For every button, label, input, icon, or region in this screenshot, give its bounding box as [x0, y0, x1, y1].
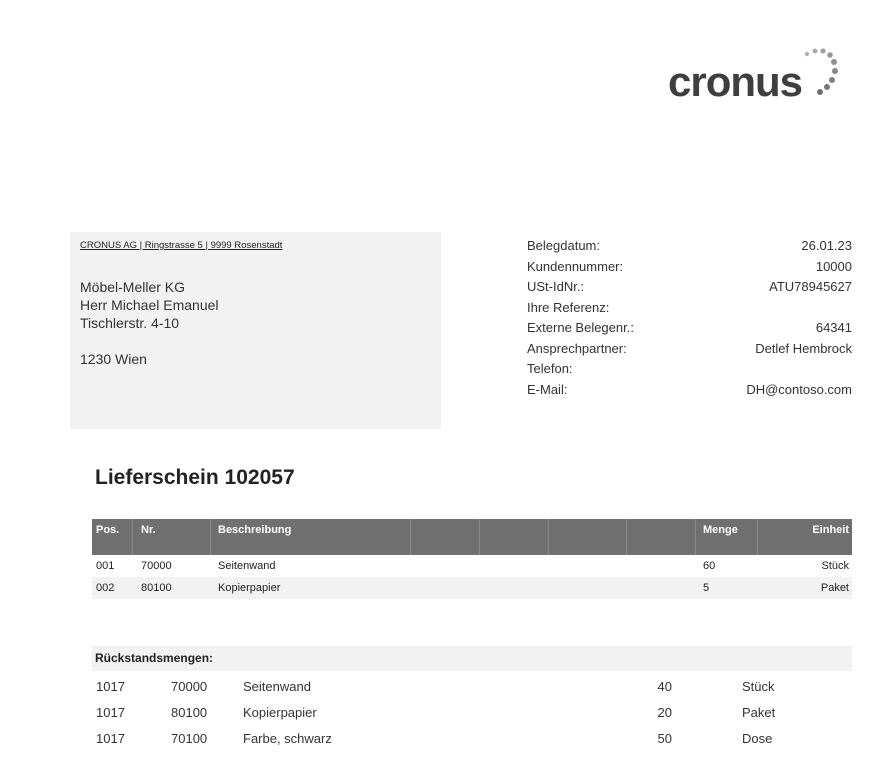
backorder-menge: 50	[657, 731, 672, 746]
backorder-row	[92, 723, 852, 749]
table-row	[92, 555, 852, 577]
backorder-pos: 1017	[96, 705, 125, 720]
backorder-einheit: Dose	[742, 731, 773, 746]
cell-beschreibung: Kopierpapier	[218, 582, 281, 594]
backorder-header	[92, 646, 852, 671]
backorder-row	[92, 671, 852, 697]
backorder-nr: 70100	[171, 731, 208, 746]
info-row	[527, 298, 852, 319]
cell-menge: 60	[703, 560, 716, 572]
info-label: Ansprechpartner:	[527, 340, 627, 356]
recipient-street: Tischlerstr. 4-10	[80, 315, 180, 331]
info-label: E-Mail:	[527, 381, 568, 397]
info-label: Belegdatum:	[527, 238, 600, 253]
cell-einheit: Stück	[821, 560, 849, 572]
table-header	[92, 519, 852, 555]
table-row	[92, 577, 852, 599]
backorder-beschreibung: Farbe, schwarz	[243, 731, 332, 746]
document-title: Lieferschein 102057	[95, 466, 295, 489]
recipient-address	[80, 278, 219, 368]
backorder-beschreibung: Seitenwand	[243, 679, 311, 694]
backorder-pos: 1017	[96, 679, 125, 694]
backorder-nr: 70000	[171, 679, 208, 694]
backorder-nr: 80100	[171, 705, 208, 720]
backorder-row	[92, 697, 852, 723]
info-value: Detlef Hembrock	[755, 340, 852, 356]
info-row	[527, 277, 852, 298]
header-menge: Menge	[703, 524, 738, 536]
cell-pos: 002	[96, 582, 115, 594]
cell-einheit: Paket	[820, 582, 849, 594]
info-label: Kundennummer:	[527, 258, 624, 274]
company-logo	[668, 44, 858, 114]
info-row	[527, 339, 852, 360]
cell-nr: 80100	[141, 582, 172, 594]
header-einheit: Einheit	[812, 524, 849, 536]
cell-nr: 70000	[141, 560, 172, 572]
backorder-section	[92, 646, 852, 749]
info-value: 26.01.23	[801, 238, 852, 253]
recipient-contact: Herr Michael Emanuel	[80, 297, 219, 313]
backorder-beschreibung: Kopierpapier	[243, 705, 317, 720]
header-nr: Nr.	[141, 524, 156, 536]
sender-line: CRONUS AG | Ringstrasse 5 | 9999 Rosenstadt	[80, 240, 283, 251]
info-row	[527, 257, 852, 278]
address-block	[70, 232, 441, 429]
backorder-title: Rückstandsmengen:	[95, 651, 214, 665]
info-value: DH@contoso.com	[746, 381, 852, 397]
info-row	[527, 359, 852, 380]
info-value: ATU78945627	[769, 279, 852, 294]
logo-wordmark: cronus	[668, 58, 803, 105]
info-value: 64341	[815, 320, 852, 335]
document-info	[527, 236, 852, 400]
info-value: 10000	[815, 258, 852, 274]
backorder-menge: 40	[657, 679, 672, 694]
backorder-einheit: Paket	[742, 705, 776, 720]
info-row	[527, 236, 852, 257]
info-row	[527, 318, 852, 339]
backorder-einheit: Stück	[742, 679, 775, 694]
info-label: Externe Belegenr.:	[527, 320, 634, 335]
recipient-company: Möbel-Meller KG	[80, 279, 186, 295]
info-label: Telefon:	[527, 361, 573, 376]
info-label: Ihre Referenz:	[527, 299, 610, 315]
info-label: USt-IdNr.:	[527, 279, 585, 294]
cell-pos: 001	[96, 560, 115, 572]
backorder-pos: 1017	[96, 731, 125, 746]
recipient-postal: 1230 Wien	[80, 351, 147, 367]
backorder-menge: 20	[657, 705, 672, 720]
header-pos: Pos.	[96, 524, 120, 536]
cell-beschreibung: Seitenwand	[218, 560, 276, 572]
header-beschreibung: Beschreibung	[218, 524, 292, 536]
lines-table	[92, 519, 852, 599]
logo-dots-icon	[793, 44, 853, 108]
info-row	[527, 380, 852, 401]
cell-menge: 5	[703, 582, 710, 594]
